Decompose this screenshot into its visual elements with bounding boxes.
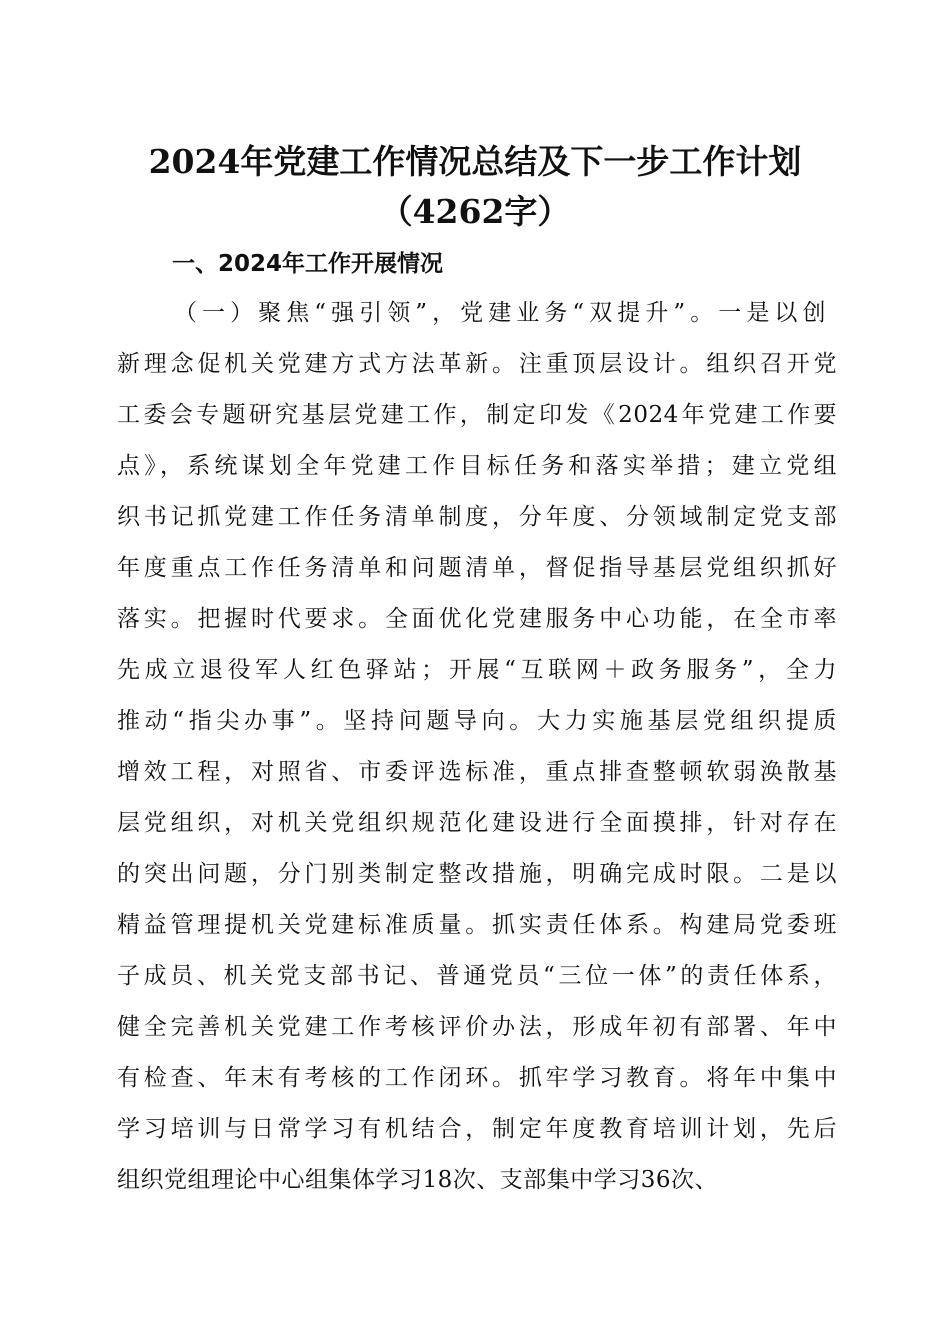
body-line: 新理念促机关党建方式方法革新。注重顶层设计。组织召开党 bbox=[117, 351, 837, 377]
body-line: 健全完善机关党建工作考核评价办法，形成年初有部署、年中 bbox=[117, 1014, 837, 1040]
body-line: 织书记抓党建工作任务清单制度，分年度、分领域制定党支部 bbox=[117, 504, 837, 530]
body-line: 推动“指尖办事”。坚持问题导向。大力实施基层党组织提质 bbox=[117, 708, 837, 734]
body-line: 落实。把握时代要求。全面优化党建服务中心功能，在全市率 bbox=[117, 606, 837, 632]
section-heading: 一、2024年工作开展情况 bbox=[172, 251, 444, 277]
body-line: 子成员、机关党支部书记、普通党员“三位一体”的责任体系， bbox=[117, 963, 837, 989]
document-title: 2024年党建工作情况总结及下一步工作计划 bbox=[148, 142, 802, 181]
body-line: 先成立退役军人红色驿站；开展“互联网＋政务服务”，全力 bbox=[117, 657, 837, 683]
document-word-count: （4262字） bbox=[379, 192, 571, 231]
body-line: 有检查、年末有考核的工作闭环。抓牢学习教育。将年中集中 bbox=[117, 1065, 837, 1091]
body-line: （一）聚焦“强引领”，党建业务“双提升”。一是以创 bbox=[174, 300, 826, 326]
body-line: 工委会专题研究基层党建工作，制定印发《2024年党建工作要 bbox=[117, 402, 837, 428]
body-line: 学习培训与日常学习有机结合，制定年度教育培训计划，先后 bbox=[117, 1116, 837, 1142]
body-line: 层党组织，对机关党组织规范化建设进行全面摸排，针对存在 bbox=[117, 810, 837, 836]
body-line: 的突出问题，分门别类制定整改措施，明确完成时限。二是以 bbox=[117, 861, 837, 887]
body-line: 组织党组理论中心组集体学习18次、支部集中学习36次、 bbox=[117, 1167, 719, 1193]
body-line: 年度重点工作任务清单和问题清单，督促指导基层党组织抓好 bbox=[117, 555, 837, 581]
body-line: 点》，系统谋划全年党建工作目标任务和落实举措；建立党组 bbox=[117, 453, 837, 479]
body-line: 增效工程，对照省、市委评选标准，重点排查整顿软弱涣散基 bbox=[117, 759, 837, 785]
body-line: 精益管理提机关党建标准质量。抓实责任体系。构建局党委班 bbox=[117, 912, 837, 938]
